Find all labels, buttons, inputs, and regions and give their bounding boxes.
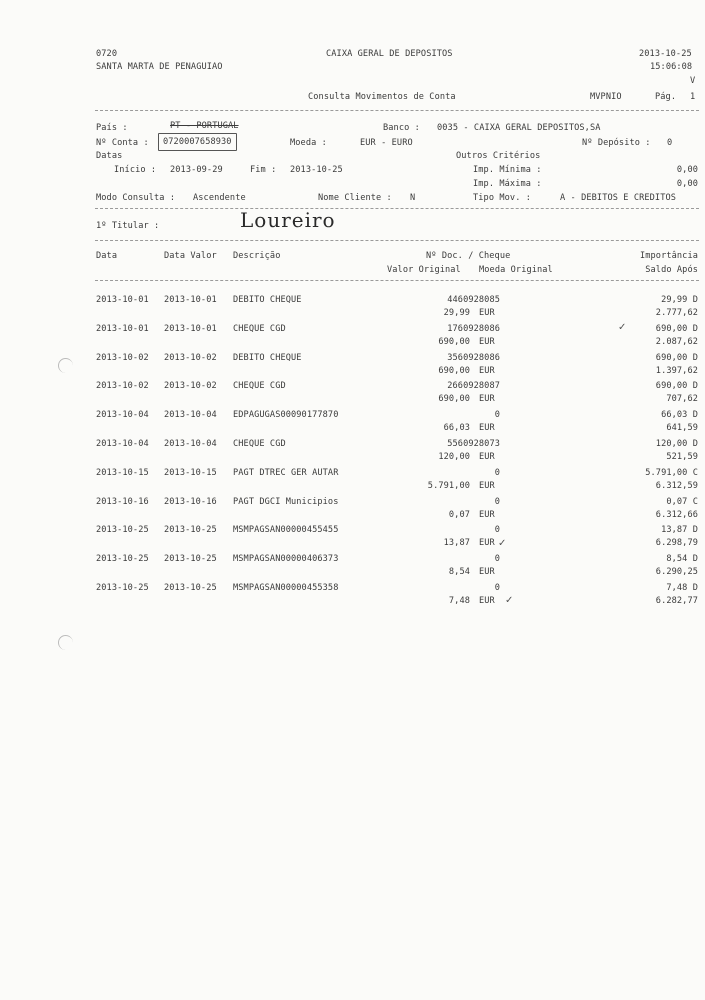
pen-tick-mark: ✓ <box>498 538 507 549</box>
row-doc: 0 <box>494 525 500 535</box>
row-doc: 4460928085 <box>447 295 500 305</box>
conta-label: Nº Conta : <box>96 138 149 148</box>
row-data: 2013-10-01 <box>96 324 149 334</box>
row-doc: 0 <box>494 468 500 478</box>
row-data-valor: 2013-10-04 <box>164 410 217 420</box>
col-valor-original: Valor Original <box>387 265 461 275</box>
row-valor-original: 690,00 <box>438 394 470 404</box>
row-valor-original: 13,87 <box>443 538 470 548</box>
row-saldo: 6.312,59 <box>655 481 698 491</box>
report-date: 2013-10-25 <box>639 49 692 59</box>
row-valor-original: 0,07 <box>448 510 470 520</box>
imp-min-label: Imp. Mínima : <box>473 165 542 175</box>
row-saldo: 707,62 <box>666 394 698 404</box>
row-data: 2013-10-02 <box>96 381 149 391</box>
row-doc: 0 <box>494 410 500 420</box>
row-descricao: DEBITO CHEQUE <box>233 353 302 363</box>
row-valor-original: 5.791,00 <box>427 481 470 491</box>
row-valor-original: 690,00 <box>438 337 470 347</box>
col-data: Data <box>96 251 118 261</box>
divider-top <box>95 110 699 111</box>
modo-value: Ascendente <box>193 193 246 203</box>
punch-hole-top <box>58 358 73 373</box>
row-moeda: EUR <box>479 481 495 491</box>
pen-tick-mark: ✓ <box>618 322 627 333</box>
row-importancia: 8,54 D <box>666 554 698 564</box>
row-doc: 5560928073 <box>447 439 500 449</box>
row-moeda: EUR <box>479 308 495 318</box>
row-saldo: 2.777,62 <box>655 308 698 318</box>
col-descricao: Descrição <box>233 251 281 261</box>
imp-max-value: 0,00 <box>676 179 698 189</box>
row-importancia: 5.791,00 C <box>645 468 698 478</box>
report-mark: V <box>690 76 696 86</box>
row-valor-original: 7,48 <box>448 596 470 606</box>
row-moeda: EUR <box>479 394 495 404</box>
fim-label: Fim : <box>250 165 277 175</box>
row-saldo: 6.282,77 <box>655 596 698 606</box>
row-doc: 0 <box>494 583 500 593</box>
row-data: 2013-10-25 <box>96 525 149 535</box>
branch-name: SANTA MARTA DE PENAGUIAO <box>96 62 223 72</box>
row-descricao: MSMPAGSAN00000455455 <box>233 525 339 535</box>
row-importancia: 66,03 D <box>661 410 698 420</box>
row-importancia: 120,00 D <box>655 439 698 449</box>
deposito-value: 0 <box>667 138 673 148</box>
modo-label: Modo Consulta : <box>96 193 176 203</box>
row-data: 2013-10-04 <box>96 410 149 420</box>
report-time: 15:06:08 <box>650 62 693 72</box>
row-data: 2013-10-25 <box>96 583 149 593</box>
nome-value: N <box>410 193 416 203</box>
inicio-value: 2013-09-29 <box>170 165 223 175</box>
row-data-valor: 2013-10-04 <box>164 439 217 449</box>
outros-label: Outros Critérios <box>456 151 541 161</box>
row-data-valor: 2013-10-02 <box>164 353 217 363</box>
col-moeda-original: Moeda Original <box>479 265 553 275</box>
branch-code: 0720 <box>96 49 118 59</box>
row-data: 2013-10-04 <box>96 439 149 449</box>
row-data-valor: 2013-10-15 <box>164 468 217 478</box>
row-valor-original: 120,00 <box>438 452 470 462</box>
divider-header <box>95 280 699 281</box>
datas-label: Datas <box>96 151 123 161</box>
pais-label: País : <box>96 123 128 133</box>
row-descricao: MSMPAGSAN00000455358 <box>233 583 339 593</box>
row-importancia: 0,07 C <box>666 497 698 507</box>
row-importancia: 7,48 D <box>666 583 698 593</box>
row-data-valor: 2013-10-16 <box>164 497 217 507</box>
row-importancia: 690,00 D <box>655 381 698 391</box>
row-saldo: 6.290,25 <box>655 567 698 577</box>
row-data-valor: 2013-10-01 <box>164 324 217 334</box>
row-data: 2013-10-01 <box>96 295 149 305</box>
banco-label: Banco : <box>383 123 420 133</box>
row-moeda: EUR <box>479 538 495 548</box>
fim-value: 2013-10-25 <box>290 165 343 175</box>
banco-value: 0035 - CAIXA GERAL DEPOSITOS,SA <box>437 123 601 133</box>
row-descricao: CHEQUE CGD <box>233 324 286 334</box>
row-doc: 1760928086 <box>447 324 500 334</box>
conta-value: 0720007658930 <box>158 133 237 151</box>
col-importancia: Importância <box>639 251 698 261</box>
row-moeda: EUR <box>479 337 495 347</box>
row-importancia: 690,00 D <box>655 353 698 363</box>
row-data-valor: 2013-10-25 <box>164 554 217 564</box>
row-valor-original: 66,03 <box>443 423 470 433</box>
row-saldo: 1.397,62 <box>655 366 698 376</box>
row-valor-original: 29,99 <box>443 308 470 318</box>
row-data-valor: 2013-10-25 <box>164 583 217 593</box>
moeda-value: EUR - EURO <box>360 138 413 148</box>
page-number: 1 <box>690 92 696 102</box>
titular-handwritten: Loureiro <box>240 208 336 232</box>
imp-min-value: 0,00 <box>676 165 698 175</box>
row-saldo: 6.312,66 <box>655 510 698 520</box>
inicio-label: Início : <box>114 165 157 175</box>
row-data: 2013-10-16 <box>96 497 149 507</box>
row-moeda: EUR <box>479 366 495 376</box>
row-data-valor: 2013-10-01 <box>164 295 217 305</box>
row-doc: 3560928086 <box>447 353 500 363</box>
row-doc: 0 <box>494 497 500 507</box>
tipo-label: Tipo Mov. : <box>473 193 532 203</box>
bank-title: CAIXA GERAL DE DEPOSITOS <box>326 49 453 59</box>
row-data-valor: 2013-10-02 <box>164 381 217 391</box>
col-saldo: Saldo Após <box>645 265 698 275</box>
deposito-label: Nº Depósito : <box>582 138 651 148</box>
row-descricao: PAGT DGCI Municipios <box>233 497 339 507</box>
row-data: 2013-10-15 <box>96 468 149 478</box>
row-importancia: 690,00 D <box>655 324 698 334</box>
pen-tick-mark: ✓ <box>505 595 514 606</box>
pais-value: PT - PORTUGAL <box>170 121 239 131</box>
row-saldo: 521,59 <box>666 452 698 462</box>
row-moeda: EUR <box>479 452 495 462</box>
imp-max-label: Imp. Máxima : <box>473 179 542 189</box>
row-descricao: MSMPAGSAN00000406373 <box>233 554 339 564</box>
row-data: 2013-10-02 <box>96 353 149 363</box>
row-moeda: EUR <box>479 567 495 577</box>
row-saldo: 2.087,62 <box>655 337 698 347</box>
report-code: MVPNIO <box>590 92 622 102</box>
row-doc: 0 <box>494 554 500 564</box>
row-descricao: CHEQUE CGD <box>233 381 286 391</box>
row-descricao: PAGT DTREC GER AUTAR <box>233 468 339 478</box>
row-importancia: 29,99 D <box>661 295 698 305</box>
row-saldo: 6.298,79 <box>655 538 698 548</box>
row-data: 2013-10-25 <box>96 554 149 564</box>
divider-filters <box>95 208 699 209</box>
row-valor-original: 8,54 <box>448 567 470 577</box>
divider-titular <box>95 240 699 241</box>
col-doc: Nº Doc. / Cheque <box>426 251 511 261</box>
row-moeda: EUR <box>479 510 495 520</box>
nome-label: Nome Cliente : <box>318 193 392 203</box>
row-valor-original: 690,00 <box>438 366 470 376</box>
row-doc: 2660928087 <box>447 381 500 391</box>
row-saldo: 641,59 <box>666 423 698 433</box>
row-descricao: EDPAGUGAS00090177870 <box>233 410 339 420</box>
row-importancia: 13,87 D <box>661 525 698 535</box>
row-moeda: EUR <box>479 596 495 606</box>
report-title: Consulta Movimentos de Conta <box>308 92 456 102</box>
row-data-valor: 2013-10-25 <box>164 525 217 535</box>
row-moeda: EUR <box>479 423 495 433</box>
row-descricao: CHEQUE CGD <box>233 439 286 449</box>
moeda-label: Moeda : <box>290 138 327 148</box>
page-label: Pág. <box>655 92 677 102</box>
punch-hole-bottom <box>58 635 73 650</box>
row-descricao: DEBITO CHEQUE <box>233 295 302 305</box>
titular-label: 1º Titular : <box>96 221 160 231</box>
tipo-value: A - DEBITOS E CREDITOS <box>560 193 677 203</box>
col-data-valor: Data Valor <box>164 251 217 261</box>
